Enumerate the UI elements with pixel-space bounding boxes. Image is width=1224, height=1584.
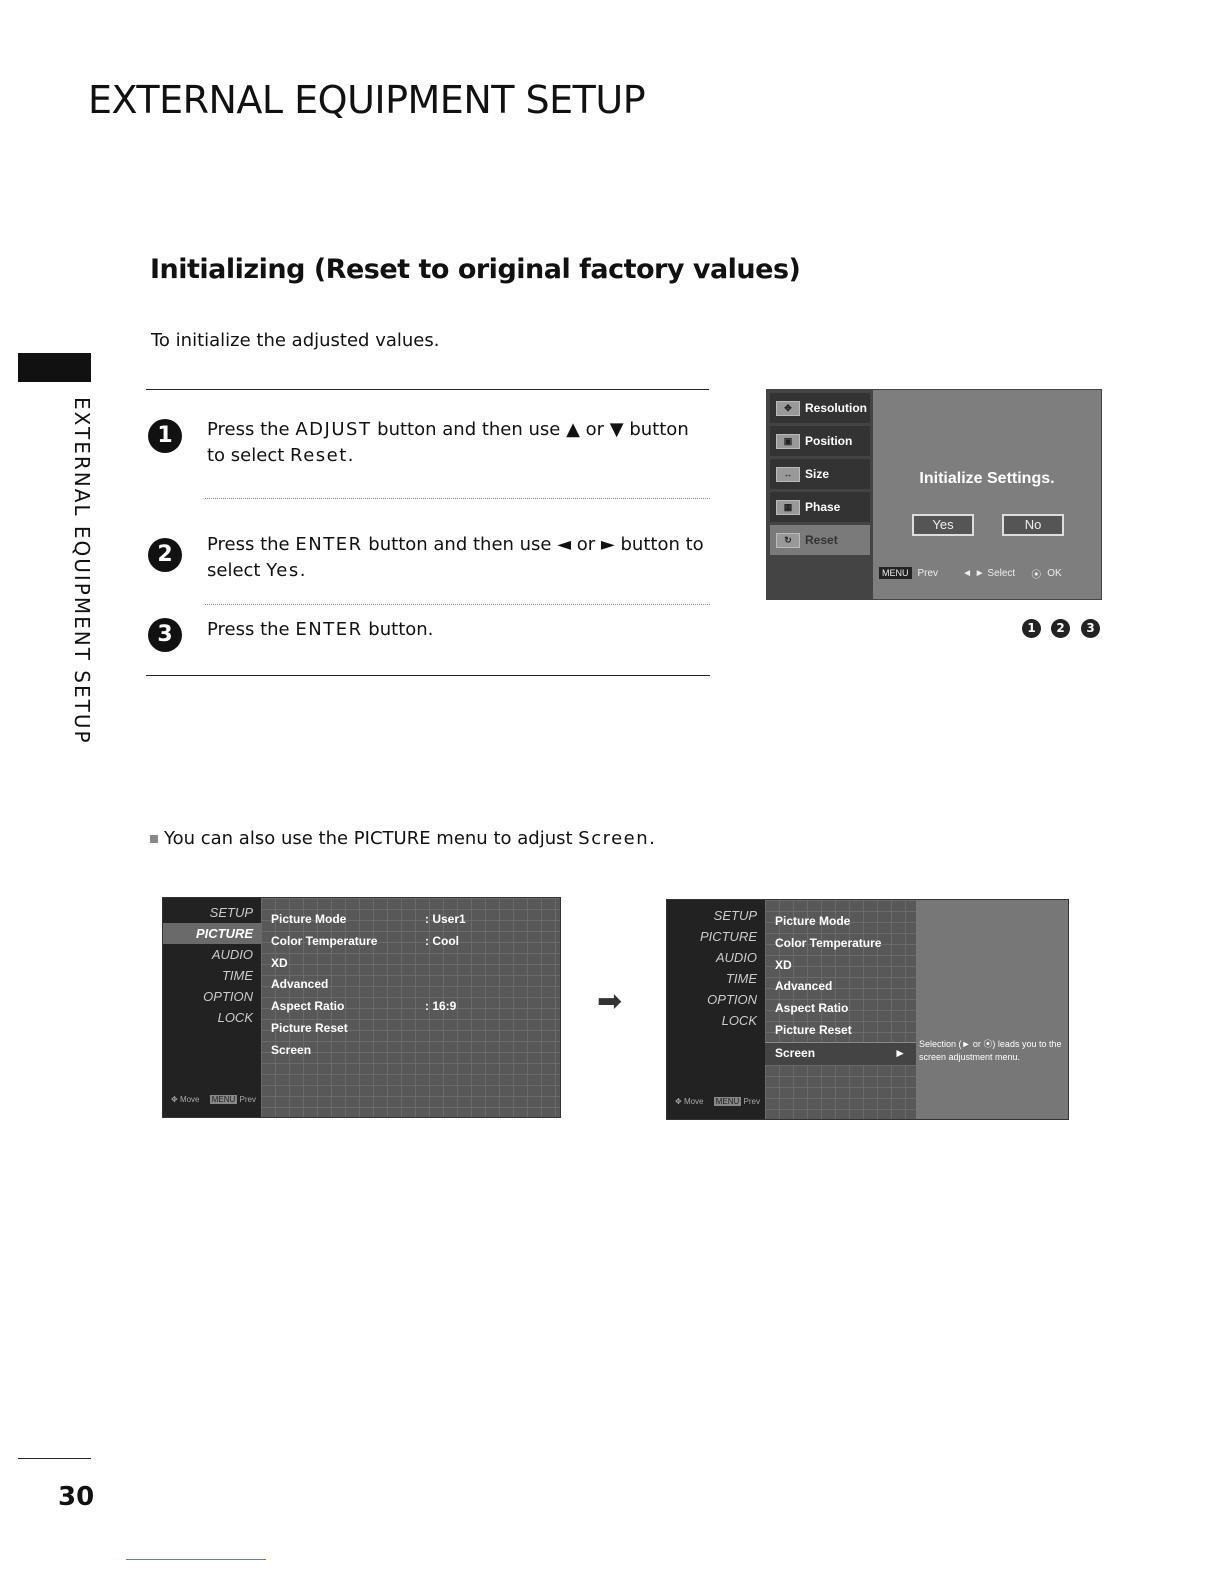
menu-tab-time: TIME xyxy=(221,968,253,983)
menu-tabs xyxy=(667,900,765,1119)
page-title: EXTERNAL EQUIPMENT SETUP xyxy=(88,78,646,122)
osd-item-phase: ▦ Phase xyxy=(770,492,870,522)
picture-menu-note: You can also use the PICTURE menu to adjust Screen. xyxy=(150,828,655,849)
menu-tab-option: OPTION xyxy=(203,989,253,1004)
menu-footer: ✥ Move MENU Prev xyxy=(675,1097,760,1106)
osd-footer-prev: Prev xyxy=(917,567,939,579)
menu-hint-panel xyxy=(916,900,1068,1119)
step-ref: 1 xyxy=(1022,619,1041,638)
move-icon: ✥ xyxy=(171,1095,178,1104)
steps-top-rule xyxy=(146,389,709,390)
menu-tab-time: TIME xyxy=(725,971,757,986)
footer-rule xyxy=(18,1458,91,1459)
position-icon: ▣ xyxy=(776,434,800,449)
menu-tab-option: OPTION xyxy=(707,992,757,1007)
step-number: 3 xyxy=(148,618,182,652)
bullet-icon xyxy=(150,835,158,843)
menu-row-picture-reset: Picture Reset xyxy=(775,1022,852,1037)
steps-divider xyxy=(205,604,710,605)
side-tab-label: EXTERNAL EQUIPMENT SETUP xyxy=(70,397,94,745)
menu-tab-lock: LOCK xyxy=(721,1013,757,1028)
osd-item-size: ↔ Size xyxy=(770,459,870,489)
osd-item-reset: ↻ Reset xyxy=(770,525,870,555)
menu-tab-lock: LOCK xyxy=(217,1010,253,1025)
menu-row-advanced: Advanced xyxy=(775,979,833,994)
section-title: Initializing (Reset to original factory values) xyxy=(150,254,801,285)
osd-item-position: ▣ Position xyxy=(770,426,870,456)
menu-row-picture-reset: Picture Reset xyxy=(271,1020,348,1035)
osd-screen xyxy=(766,389,1102,600)
step-2-text: Press the ENTER button and then use ◄ or ► button to select Yes. xyxy=(207,534,704,581)
side-tab-marker xyxy=(18,353,91,382)
osd-message: Initialize Settings. xyxy=(919,470,1055,487)
osd-sidebar xyxy=(767,390,873,599)
menu-row-aspect-ratio: Aspect Ratio xyxy=(775,1001,849,1016)
step-1-text: Press the ADJUST button and then use ▲ or ▼ button to select Reset. xyxy=(207,419,689,466)
reset-icon: ↻ xyxy=(776,533,800,548)
submenu-arrow-icon: ► xyxy=(894,1045,906,1060)
right-arrow-icon: ➡ xyxy=(597,984,623,1019)
osd-footer xyxy=(879,565,1097,581)
menu-footer: ✥ Move MENU Prev xyxy=(171,1095,256,1104)
osd-item-resolution: ✥ Resolution xyxy=(770,393,870,423)
menu-tab-audio: AUDIO xyxy=(715,950,757,965)
menu-tab-picture: PICTURE xyxy=(699,929,757,944)
page-number: 30 xyxy=(58,1482,95,1512)
picture-menu-after xyxy=(666,899,1069,1120)
osd-footer-ok: OK xyxy=(1047,567,1062,579)
osd-yes-button: Yes xyxy=(912,514,974,536)
menu-row-screen-selected: Screen ► xyxy=(765,1042,916,1065)
menu-options xyxy=(261,898,560,1117)
osd-footer-menu: MENU xyxy=(879,567,912,579)
menu-tab-audio: AUDIO xyxy=(211,947,253,962)
move-icon: ✥ xyxy=(675,1097,682,1106)
step-number: 2 xyxy=(148,538,182,572)
steps-divider xyxy=(205,498,710,499)
size-icon: ↔ xyxy=(776,467,800,482)
menu-row-xd: XD xyxy=(775,957,792,972)
steps-bottom-rule xyxy=(146,675,710,676)
menu-options xyxy=(765,900,916,1119)
menu-row-aspect-ratio: Aspect Ratio : 16:9 xyxy=(271,999,457,1014)
step-ref: 2 xyxy=(1051,619,1070,638)
menu-row-xd: XD xyxy=(271,955,288,970)
step-3-text: Press the ENTER button. xyxy=(207,619,434,640)
menu-row-color-temperature: Color Temperature : Cool xyxy=(271,933,459,948)
menu-tabs xyxy=(163,898,261,1117)
menu-row-picture-mode: Picture Mode : User1 xyxy=(271,912,466,926)
picture-menu-before xyxy=(162,897,561,1118)
menu-row-color-temperature: Color Temperature xyxy=(775,935,882,950)
ok-icon: ⦿ xyxy=(1031,569,1042,581)
resolution-icon: ✥ xyxy=(776,401,800,416)
menu-row-screen: Screen xyxy=(271,1042,312,1057)
menu-hint-text: Selection (► or ⦿) leads you to the screen adjustment menu. xyxy=(919,1039,1062,1062)
menu-row-advanced: Advanced xyxy=(271,977,329,992)
osd-no-button: No xyxy=(1002,514,1064,536)
phase-icon: ▦ xyxy=(776,500,800,515)
menu-tab-picture: PICTURE xyxy=(163,923,261,944)
menu-tab-setup: SETUP xyxy=(713,908,757,923)
intro-text: To initialize the adjusted values. xyxy=(151,330,440,351)
footer-link-line xyxy=(126,1559,266,1560)
menu-tab-setup: SETUP xyxy=(209,905,253,920)
step-number: 1 xyxy=(148,419,182,453)
step-ref: 3 xyxy=(1081,619,1100,638)
osd-footer-select: ◄ ► Select xyxy=(962,567,1016,579)
menu-row-picture-mode: Picture Mode xyxy=(775,914,851,928)
